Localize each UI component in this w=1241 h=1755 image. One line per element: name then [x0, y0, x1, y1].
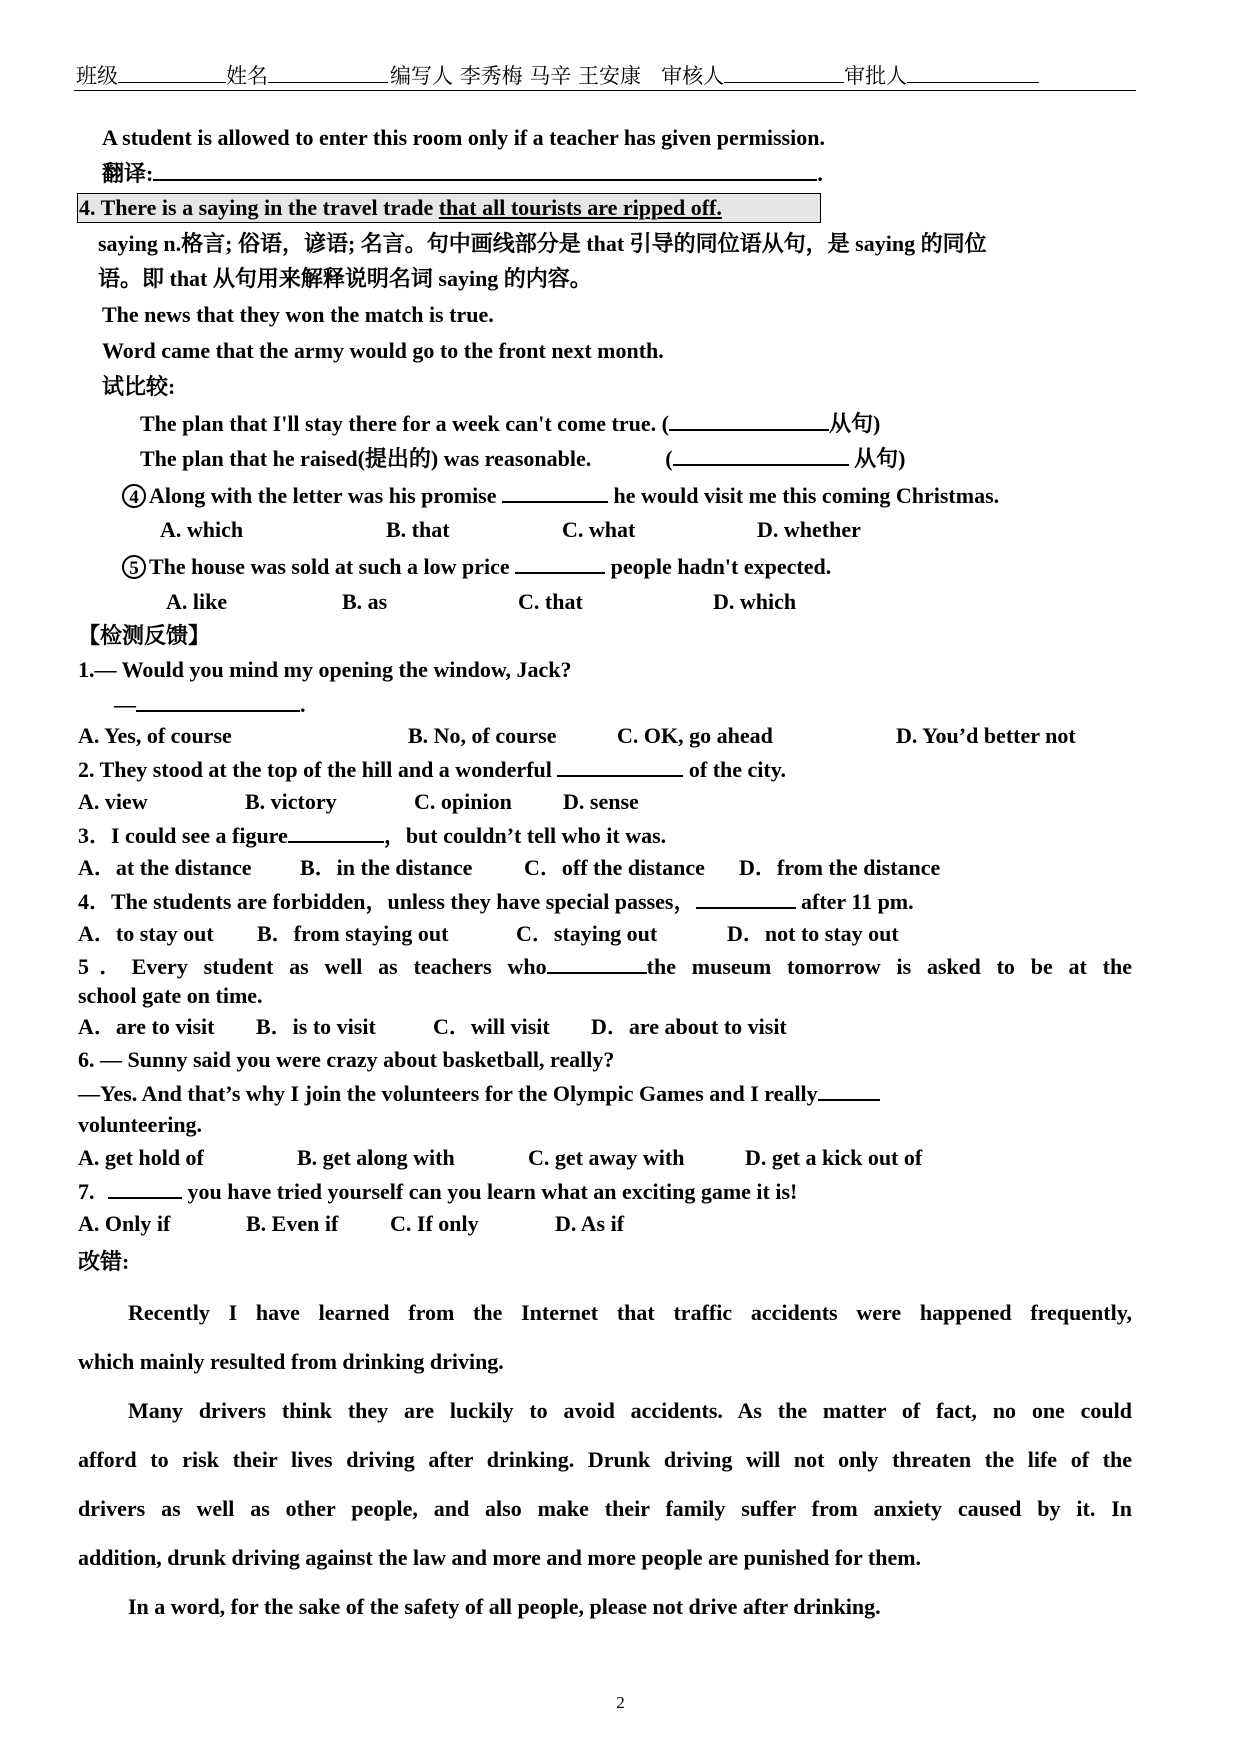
q7-option-d: D. As if [555, 1211, 625, 1236]
q2-option-a: A. view [78, 789, 148, 814]
q1-option-c: C. OK, go ahead [617, 723, 773, 748]
q1-option-a: A. Yes, of course [78, 723, 232, 748]
exercise-number-badge: 4 [122, 484, 146, 508]
translate-blank[interactable] [153, 159, 817, 181]
q5-option-b: B．is to visit [256, 1014, 376, 1039]
q1-end: . [300, 692, 306, 717]
q6-line1: 6. — Sunny said you were crazy about basketball, really? [78, 1047, 615, 1072]
reviewer-label: 审核人 [661, 64, 725, 88]
exercise-4-option-d: D. whether [757, 517, 861, 542]
q7-after: you have tried yourself can you learn what an exciting game it is! [182, 1179, 798, 1204]
exercise-5-blank[interactable] [515, 552, 605, 574]
q6-blank[interactable] [818, 1079, 880, 1101]
compare-1-end: 从句) [828, 411, 881, 436]
compare-2-text: The plan that he raised(提出的) was reasonable. [140, 446, 592, 471]
q1-answer [114, 690, 306, 719]
q6-line3: volunteering. [78, 1112, 203, 1137]
exercise-number-badge: 5 [122, 555, 146, 579]
example-1: The news that they won the match is true. [102, 302, 494, 327]
exercise-5-option-c: C. that [518, 589, 583, 614]
point4-title-underlined: that all tourists are ripped off. [438, 195, 722, 220]
exercise-4-option-a: A. which [160, 517, 244, 542]
writer-label: 编写人 [390, 64, 453, 88]
compare-1-text: The plan that I'll stay there for a week can't come true. ( [140, 411, 669, 436]
exercise-4-after: he would visit me this coming Christmas. [608, 483, 1000, 508]
q5-option-c: C．will visit [433, 1014, 550, 1039]
q3-after: ，but couldn’t tell who it was. [383, 823, 667, 848]
compare-label: 试比较: [102, 374, 176, 399]
approver-label: 审批人 [844, 64, 908, 88]
q4-option-c: C．staying out [516, 921, 658, 946]
q6-option-a: A. get hold of [78, 1145, 204, 1170]
exercise-4-blank[interactable] [502, 481, 608, 503]
translate-end: . [817, 161, 823, 186]
q5-option-d: D．are about to visit [591, 1014, 787, 1039]
q7-text [78, 1177, 797, 1206]
q6-option-b: B. get along with [297, 1145, 455, 1170]
q2-option-d: D. sense [563, 789, 639, 814]
exercise-5 [122, 552, 831, 581]
q5-blank[interactable] [547, 952, 647, 974]
q4-option-d: D．not to stay out [727, 921, 899, 946]
correction-p1-line1: Recently I have learned from the Internet that traffic accidents were happened frequently, [128, 1300, 1132, 1325]
q5-line1 [78, 952, 1132, 981]
q7-option-c: C. If only [390, 1211, 479, 1236]
page-number: 2 [616, 1693, 625, 1712]
header-rule [74, 90, 1136, 91]
q2-option-b: B. victory [245, 789, 337, 814]
correction-p2-line3: drivers as well as other people, and also make their family suffer from anxiety caused by it. In [78, 1496, 1132, 1521]
exercise-5-before: The house was sold at such a low price [149, 554, 516, 579]
translate-line [102, 159, 823, 188]
q2-option-c: C. opinion [414, 789, 512, 814]
compare-2 [140, 444, 905, 473]
compare-2-end: 从句) [848, 446, 906, 471]
q4-before: 4．The students are forbidden，unless they have special passes， [78, 889, 696, 914]
q3-before: 3．I could see a figure [78, 823, 288, 848]
q1-blank[interactable] [136, 690, 300, 712]
exercise-5-after: people hadn't expected. [605, 554, 832, 579]
q6-line2 [78, 1079, 880, 1108]
q3-option-c: C．off the distance [524, 855, 705, 880]
compare-1 [140, 409, 880, 438]
compare-1-blank[interactable] [669, 409, 829, 431]
compare-2-open: ( [665, 446, 673, 471]
q4-blank[interactable] [696, 887, 796, 909]
feedback-title: 【检测反馈】 [78, 623, 211, 648]
compare-2-blank[interactable] [673, 444, 849, 466]
translate-label: 翻译: [102, 161, 154, 186]
correction-p2-line4: addition, drunk driving against the law and more and more people are punished for them. [78, 1545, 922, 1570]
document-header [76, 60, 1136, 90]
name-blank[interactable] [268, 64, 388, 83]
q5-after: the museum tomorrow is asked to be at the [646, 954, 1132, 979]
correction-title: 改错: [78, 1249, 130, 1274]
point4-title [79, 194, 722, 222]
q4-after: after 11 pm. [795, 889, 914, 914]
correction-p2-line1: Many drivers think they are luckily to avoid accidents. As the matter of fact, no one could [128, 1398, 1132, 1423]
intro-sentence: A student is allowed to enter this room only if a teacher has given permission. [102, 125, 825, 150]
exercise-4-option-c: C. what [562, 517, 636, 542]
point4-title-text: 4. There is a saying in the travel trade [79, 195, 439, 220]
q2-after: of the city. [683, 757, 787, 782]
q1-option-b: B. No, of course [408, 723, 557, 748]
q3-blank[interactable] [288, 821, 384, 843]
correction-p3: In a word, for the sake of the safety of all people, please not drive after drinking. [128, 1594, 881, 1619]
exercise-5-option-d: D. which [713, 589, 797, 614]
exercise-4 [122, 481, 999, 510]
correction-p1-line2: which mainly resulted from drinking driving. [78, 1349, 504, 1374]
q3-option-b: B．in the distance [300, 855, 473, 880]
q5-line2: school gate on time. [78, 983, 263, 1008]
class-label: 班级 [76, 64, 118, 88]
q3-text [78, 821, 666, 850]
writers: 李秀梅 马辛 王安康 [459, 64, 642, 88]
exercise-4-option-b: B. that [386, 517, 450, 542]
point4-note-line2: 语。即 that 从句用来解释说明名词 saying 的内容。 [98, 266, 592, 291]
q7-blank[interactable] [108, 1177, 182, 1199]
q7-option-b: B. Even if [246, 1211, 339, 1236]
approver-blank[interactable] [907, 64, 1039, 83]
q4-option-b: B．from staying out [257, 921, 449, 946]
point4-note-line1: saying n.格言; 俗语，谚语; 名言。句中画线部分是 that 引导的同位语从句，是 saying 的同位 [98, 231, 987, 256]
q4-option-a: A．to stay out [78, 921, 214, 946]
q6-option-d: D. get a kick out of [745, 1145, 923, 1170]
q1-dash: — [114, 692, 136, 717]
q1-text: 1.— Would you mind my opening the window, Jack? [78, 657, 572, 682]
q7-option-a: A. Only if [78, 1211, 171, 1236]
q3-option-d: D．from the distance [739, 855, 941, 880]
class-blank[interactable] [118, 64, 226, 83]
q7-number: 7. [78, 1179, 100, 1204]
q2-before: 2. They stood at the top of the hill and a wonderful [78, 757, 558, 782]
name-label: 姓名 [226, 64, 268, 88]
q6-option-c: C. get away with [528, 1145, 685, 1170]
exercise-5-option-a: A. like [166, 589, 228, 614]
q2-blank[interactable] [557, 755, 683, 777]
q6-before: —Yes. And that’s why I join the volunteers for the Olympic Games and I really [78, 1081, 818, 1106]
exercise-4-before: Along with the letter was his promise [149, 483, 503, 508]
q5-before: 5．Every student as well as teachers who [78, 954, 547, 979]
exercise-5-option-b: B. as [342, 589, 388, 614]
example-2: Word came that the army would go to the front next month. [102, 338, 664, 363]
q5-option-a: A．are to visit [78, 1014, 215, 1039]
q3-option-a: A．at the distance [78, 855, 252, 880]
correction-p2-line2: afford to risk their lives driving after drinking. Drunk driving will not only threaten the life of the [78, 1447, 1132, 1472]
q1-option-d: D. You’d better not [896, 723, 1076, 748]
q4-text [78, 887, 914, 916]
q2-text [78, 755, 786, 784]
reviewer-blank[interactable] [724, 64, 844, 83]
